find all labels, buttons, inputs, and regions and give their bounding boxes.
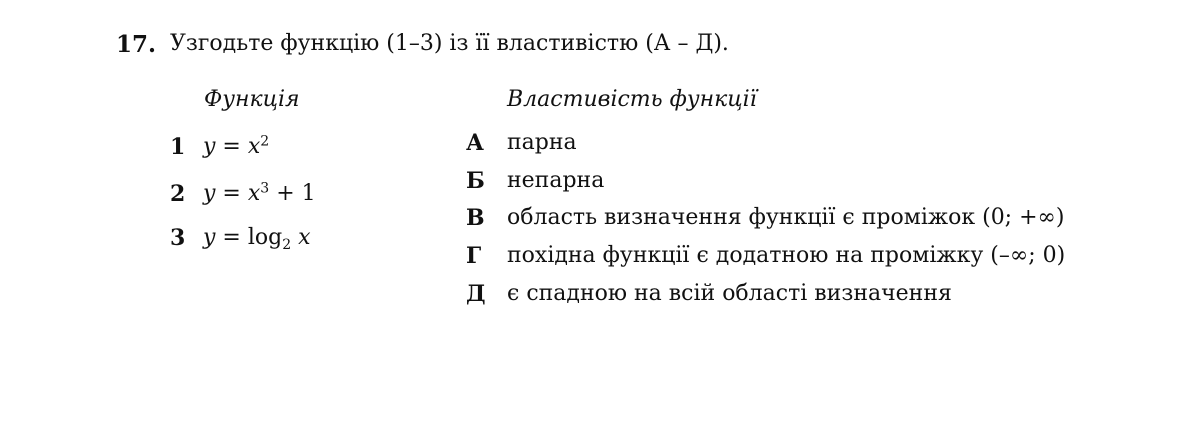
property-text: парна xyxy=(507,130,577,155)
properties-column-header: Властивість функції xyxy=(507,87,757,112)
functions-column-header: Функція xyxy=(204,87,300,112)
question-number: 17. xyxy=(116,31,157,58)
property-letter: Г xyxy=(466,243,482,269)
property-text: область визначення функції є проміжок (0; +∞) xyxy=(507,205,1065,230)
function-number: 2 xyxy=(170,181,186,207)
function-formula: $y = x^2$ xyxy=(203,133,270,159)
property-letter: Д xyxy=(466,281,486,307)
property-text: є спадною на всій області визначення xyxy=(507,281,952,306)
function-number: 3 xyxy=(170,225,186,251)
function-number: 1 xyxy=(170,134,186,160)
function-formula: $y = x^3 + 1$ xyxy=(203,180,316,206)
function-formula: $y = \log_2 x$ xyxy=(203,225,311,253)
property-letter: А xyxy=(466,130,484,156)
question-instruction: Узгодьте функцію (1–3) із її властивістю (А – Д). xyxy=(170,31,729,56)
property-letter: В xyxy=(466,205,485,231)
property-text: непарна xyxy=(507,168,605,193)
property-letter: Б xyxy=(466,168,485,194)
property-text: похідна функції є додатною на проміжку (–∞; 0) xyxy=(507,243,1066,268)
